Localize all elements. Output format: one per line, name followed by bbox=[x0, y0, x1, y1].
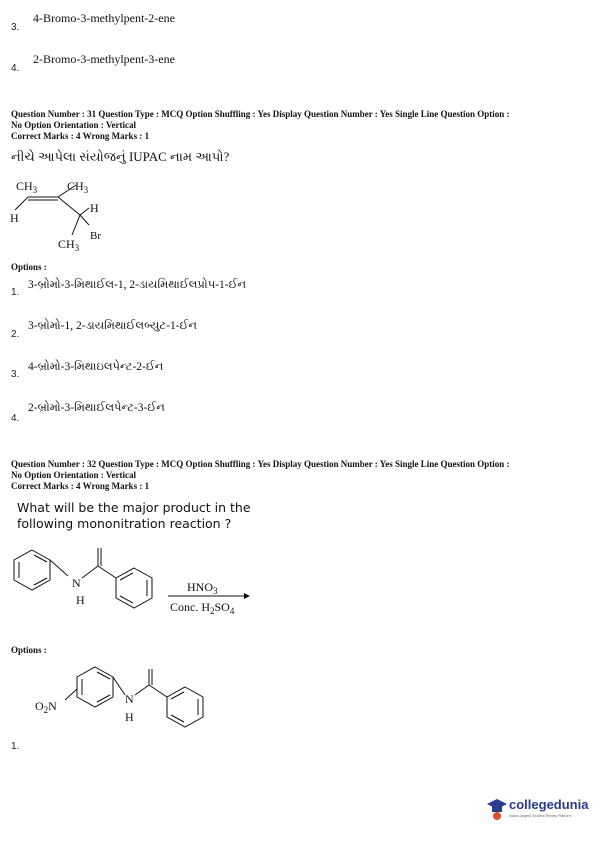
option-text: 4-Bromo-3-methylpent-2-ene bbox=[33, 11, 175, 25]
options-label: Options : bbox=[11, 262, 47, 272]
option-number: 3. bbox=[11, 369, 20, 380]
option-number: 3. bbox=[11, 22, 20, 33]
reagent-label: $HNO_3$ bbox=[187, 580, 218, 596]
ch3-label: $CH_3$ bbox=[16, 179, 38, 195]
h-label: H bbox=[90, 201, 99, 215]
question-meta-line: No Option Orientation : Vertical bbox=[11, 470, 136, 480]
option-number: 1. bbox=[11, 287, 20, 298]
question-meta bbox=[11, 109, 591, 142]
option-number: 2. bbox=[11, 329, 20, 340]
option-number: 4. bbox=[11, 63, 20, 74]
option-text: 3-બ્રોમો-1, 2-ડાયમિથાઈલબ્યુટ-1-ઈન bbox=[28, 320, 197, 332]
question-text bbox=[17, 500, 251, 532]
h-label: H bbox=[76, 593, 85, 607]
h-label: H bbox=[125, 710, 134, 724]
question-marks: Correct Marks : 4 Wrong Marks : 1 bbox=[11, 131, 150, 141]
ch3-label: $CH_3$ bbox=[58, 237, 80, 253]
alkene-structure-diagram bbox=[10, 175, 120, 260]
br-label: Br bbox=[90, 230, 101, 242]
ch3-label: $CH_3$ bbox=[67, 179, 89, 195]
option-text: 2-Bromo-3-methylpent-3-ene bbox=[33, 52, 175, 66]
question-line: What will be the major product in the bbox=[17, 500, 251, 515]
h-label: H bbox=[10, 211, 19, 225]
option-number: 1. bbox=[11, 741, 20, 752]
option-text: 4-બ્રોમો-3-મિથાઇલપેન્ટ-2-ઈન bbox=[28, 361, 164, 373]
n-label: N bbox=[72, 576, 81, 590]
options-label: Options : bbox=[11, 645, 47, 655]
question-marks: Correct Marks : 4 Wrong Marks : 1 bbox=[11, 481, 150, 491]
n-label: N bbox=[125, 692, 134, 706]
question-meta-line: Question Number : 32 Question Type : MCQ Option Shuffling : Yes Display Question Number : Yes Single Line Question Option : bbox=[11, 459, 510, 469]
question-meta bbox=[11, 459, 591, 492]
option-text: 2-બ્રોમો-3-મિથાઈલપેન્ટ-3-ઈન bbox=[28, 402, 165, 414]
question-meta-line: No Option Orientation : Vertical bbox=[11, 120, 136, 130]
question-meta-line: Question Number : 31 Question Type : MCQ Option Shuffling : Yes Display Question Number : Yes Single Line Question Option : bbox=[11, 109, 510, 119]
option-number: 4. bbox=[11, 413, 20, 424]
graduation-cap-icon bbox=[487, 797, 507, 821]
reagent-label: Conc. $H_2SO_4$ bbox=[170, 600, 235, 616]
option-structure-diagram bbox=[25, 655, 225, 735]
option-text: 3-બ્રોમો-3-મિથાઈલ-1, 2-ડાયમિથાઈલપ્રોપ-1-ઈન bbox=[28, 279, 247, 291]
question-text: નીચે આપેલા સંયોજનું IUPAC નામ આપો? bbox=[11, 149, 230, 164]
logo-name: collegedunia bbox=[509, 797, 589, 812]
question-line: following mononitration reaction ? bbox=[17, 516, 232, 531]
logo-tagline: India's largest Student Review Platform bbox=[509, 814, 572, 818]
o2n-label: $O_2N$ bbox=[35, 699, 57, 715]
collegedunia-logo bbox=[487, 795, 587, 825]
reaction-diagram bbox=[10, 540, 270, 620]
